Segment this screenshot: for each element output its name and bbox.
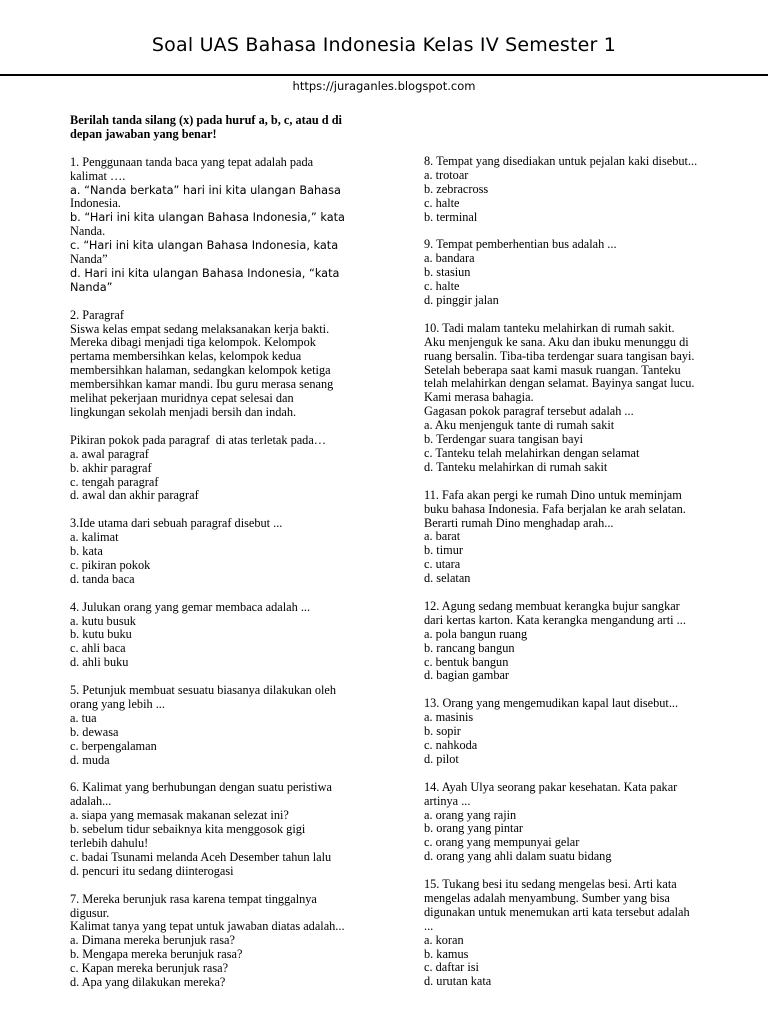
- question-line: membersihkan halaman, sedangkan kelompok ketiga: [70, 363, 331, 378]
- question-line: a. Aku menjenguk tante di rumah sakit: [424, 418, 615, 433]
- question-line: d. pinggir jalan: [424, 293, 499, 308]
- question-line: 8. Tempat yang disediakan untuk pejalan kaki disebut...: [424, 154, 698, 168]
- question-line: Nanda”: [70, 252, 108, 267]
- question-line: a. barat: [424, 529, 461, 544]
- question-line: d. pencuri itu sedang diinterogasi: [70, 863, 234, 878]
- question-line: a. awal paragraf: [70, 446, 149, 461]
- question-line: d. muda: [70, 752, 110, 767]
- question-line: artinya ...: [424, 793, 471, 808]
- question-block: [424, 155, 740, 225]
- question-line: d. orang yang ahli dalam suatu bidang: [424, 849, 612, 864]
- question-line: orang yang lebih ...: [70, 696, 165, 711]
- question-line: d. urutan kata: [424, 974, 492, 989]
- question-line: 15. Tukang besi itu sedang mengelas besi. Arti kata: [424, 877, 677, 892]
- source-url[interactable]: https://juraganles.blogspot.com: [292, 79, 476, 93]
- question-line: b. Mengapa mereka berunjuk rasa?: [70, 947, 243, 962]
- question-block: [70, 893, 382, 990]
- question-block: [70, 517, 382, 587]
- question-line: mengelas adalah menyambung. Sumber yang bisa: [424, 890, 670, 905]
- question-list-right: [424, 155, 740, 989]
- instruction-line: depan jawaban yang benar!: [70, 126, 217, 141]
- question-line: c. tengah paragraf: [70, 474, 159, 489]
- question-line: d. Apa yang dilakukan mereka?: [70, 975, 226, 990]
- question-line: c. halte: [424, 279, 460, 294]
- question-line: c. utara: [424, 557, 461, 572]
- question-line: b. “Hari ini kita ulangan Bahasa Indonesia,” kata: [70, 211, 345, 225]
- question-line: c. berpengalaman: [70, 738, 157, 753]
- header-divider: [0, 74, 768, 76]
- question-line: c. orang yang mempunyai gelar: [424, 835, 580, 850]
- left-column: [70, 114, 382, 990]
- question-block: [70, 156, 382, 295]
- question-line: c. badai Tsunami melanda Aceh Desember tahun lalu: [70, 849, 332, 864]
- question-block: [70, 309, 382, 420]
- question-line: Mereka dibagi menjadi tiga kelompok. Kelompok: [70, 335, 316, 350]
- question-line: 4. Julukan orang yang gemar membaca adalah ...: [70, 599, 311, 614]
- question-line: terlebih dahulu!: [70, 836, 149, 851]
- question-block: [424, 238, 740, 308]
- question-line: c. halte: [424, 195, 460, 210]
- question-line: d. ahli buku: [70, 655, 129, 670]
- question-line: 1. Penggunaan tanda baca yang tepat adalah pada: [70, 154, 314, 169]
- question-line: d. awal dan akhir paragraf: [70, 488, 199, 503]
- question-line: a. masinis: [424, 710, 474, 725]
- question-line: telah melahirkan dengan selamat. Bayinya sangat lucu.: [424, 376, 695, 391]
- question-line: b. sopir: [424, 724, 461, 739]
- question-line: d. Hari ini kita ulangan Bahasa Indonesia, “kata: [70, 266, 340, 280]
- question-line: Berarti rumah Dino menghadap arah...: [424, 515, 614, 530]
- question-line: a. bandara: [424, 251, 475, 266]
- question-line: a. Dimana mereka berunjuk rasa?: [70, 933, 235, 948]
- question-line: a. kalimat: [70, 530, 119, 545]
- question-line: a. pola bangun ruang: [424, 626, 528, 641]
- question-line: Kalimat tanya yang tepat untuk jawaban diatas adalah...: [70, 919, 345, 934]
- question-line: 6. Kalimat yang berhubungan dengan suatu peristiwa: [70, 780, 332, 795]
- question-line: b. sebelum tidur sebaiknya kita menggosok gigi: [70, 822, 306, 837]
- question-line: b. Terdengar suara tangisan bayi: [424, 432, 584, 447]
- question-line: melihat pekerjaan muridnya cepat selesai dan: [70, 391, 294, 406]
- question-line: a. trotoar: [424, 167, 469, 182]
- question-line: a. siapa yang memasak makanan selezat ini?: [70, 808, 289, 823]
- question-list-left: [70, 156, 382, 990]
- question-line: Gagasan pokok paragraf tersebut adalah ...: [424, 404, 634, 419]
- question-line: a. “Nanda berkata” hari ini kita ulangan Bahasa: [70, 183, 341, 197]
- question-line: c. ahli baca: [70, 641, 126, 656]
- question-line: 5. Petunjuk membuat sesuatu biasanya dilakukan oleh: [70, 683, 337, 698]
- question-block: [70, 684, 382, 767]
- question-line: a. tua: [70, 710, 97, 725]
- question-line: 12. Agung sedang membuat kerangka bujur sangkar: [424, 598, 680, 613]
- question-line: buku bahasa Indonesia. Fafa berjalan ke arah selatan.: [424, 501, 686, 516]
- question-line: ruang bersalin. Tiba-tiba terdengar suara tangisan bayi.: [424, 348, 695, 363]
- question-line: 11. Fafa akan pergi ke rumah Dino untuk meminjam: [424, 487, 682, 502]
- question-line: 3.Ide utama dari sebuah paragraf disebut ...: [70, 516, 283, 531]
- question-line: 13. Orang yang mengemudikan kapal laut disebut...: [424, 696, 679, 711]
- page-title: Soal UAS Bahasa Indonesia Kelas IV Semester 1: [151, 34, 617, 56]
- question-line: 9. Tempat pemberhentian bus adalah ...: [424, 237, 617, 252]
- question-line: d. pilot: [424, 751, 459, 766]
- question-line: a. kutu busuk: [70, 613, 136, 628]
- question-block: [424, 489, 740, 586]
- question-block: [424, 878, 740, 989]
- question-line: c. nahkoda: [424, 737, 478, 752]
- question-line: adalah...: [70, 794, 112, 809]
- question-block: [70, 434, 382, 504]
- question-line: d. tanda baca: [70, 571, 135, 586]
- question-line: Aku menjenguk ke sana. Aku dan ibuku menunggu di: [424, 334, 689, 349]
- instruction: [70, 114, 382, 142]
- question-line: c. “Hari ini kita ulangan Bahasa Indonesia, kata: [70, 239, 339, 253]
- question-line: 7. Mereka berunjuk rasa karena tempat tinggalnya: [70, 891, 317, 906]
- question-line: a. koran: [424, 932, 464, 947]
- question-block: [424, 600, 740, 683]
- question-block: [424, 697, 740, 767]
- question-block: [424, 781, 740, 864]
- question-line: Pikiran pokok pada paragraf di atas terletak pada…: [70, 432, 327, 447]
- question-line: b. timur: [424, 543, 463, 558]
- question-line: b. terminal: [424, 209, 478, 224]
- question-line: kalimat ….: [70, 168, 126, 183]
- question-block: [424, 322, 740, 475]
- question-line: b. zebracross: [424, 181, 489, 196]
- question-line: membersihkan kamar mandi. Ibu guru merasa senang: [70, 377, 334, 392]
- question-line: Siswa kelas empat sedang melaksanakan kerja bakti.: [70, 321, 330, 336]
- question-line: 10. Tadi malam tanteku melahirkan di rumah sakit.: [424, 320, 675, 335]
- question-line: digunakan untuk menemukan arti kata tersebut adalah: [424, 904, 690, 919]
- question-line: ...: [424, 918, 434, 933]
- right-column: [424, 155, 740, 989]
- question-line: c. Tanteku telah melahirkan dengan selamat: [424, 446, 640, 460]
- question-line: b. orang yang pintar: [424, 821, 524, 836]
- question-line: d. Tanteku melahirkan di rumah sakit: [424, 459, 608, 474]
- question-line: 2. Paragraf: [70, 307, 124, 322]
- question-line: d. selatan: [424, 571, 471, 586]
- question-line: Nanda”: [70, 280, 113, 294]
- question-line: b. kata: [70, 544, 103, 559]
- question-line: Indonesia.: [70, 196, 121, 211]
- question-line: pertama membersihkan kelas, kelompok kedua: [70, 349, 302, 364]
- question-line: d. bagian gambar: [424, 668, 510, 683]
- question-line: b. kamus: [424, 946, 469, 961]
- question-line: a. orang yang rajin: [424, 807, 517, 822]
- question-line: c. bentuk bangun: [424, 654, 509, 669]
- instruction-line: Berilah tanda silang (x) pada huruf a, b, c, atau d di: [70, 113, 342, 127]
- question-line: b. rancang bangun: [424, 640, 515, 655]
- question-line: b. dewasa: [70, 724, 119, 739]
- question-block: [70, 601, 382, 671]
- question-line: c. Kapan mereka berunjuk rasa?: [70, 961, 229, 976]
- question-line: Nanda.: [70, 224, 106, 239]
- question-line: lingkungan sekolah menjadi bersih dan indah.: [70, 405, 297, 419]
- question-line: c. daftar isi: [424, 960, 479, 975]
- question-line: b. kutu buku: [70, 627, 132, 642]
- question-line: c. pikiran pokok: [70, 557, 151, 572]
- question-block: [70, 781, 382, 878]
- question-line: b. akhir paragraf: [70, 460, 152, 475]
- question-line: 14. Ayah Ulya seorang pakar kesehatan. Kata pakar: [424, 779, 678, 794]
- question-line: dari kertas karton. Kata kerangka mengandung arti ...: [424, 612, 686, 627]
- question-line: b. stasiun: [424, 265, 471, 280]
- question-line: digusur.: [70, 905, 110, 920]
- question-line: Setelah beberapa saat kami masuk ruangan. Tanteku: [424, 362, 681, 377]
- question-line: Kami merasa bahagia.: [424, 390, 534, 405]
